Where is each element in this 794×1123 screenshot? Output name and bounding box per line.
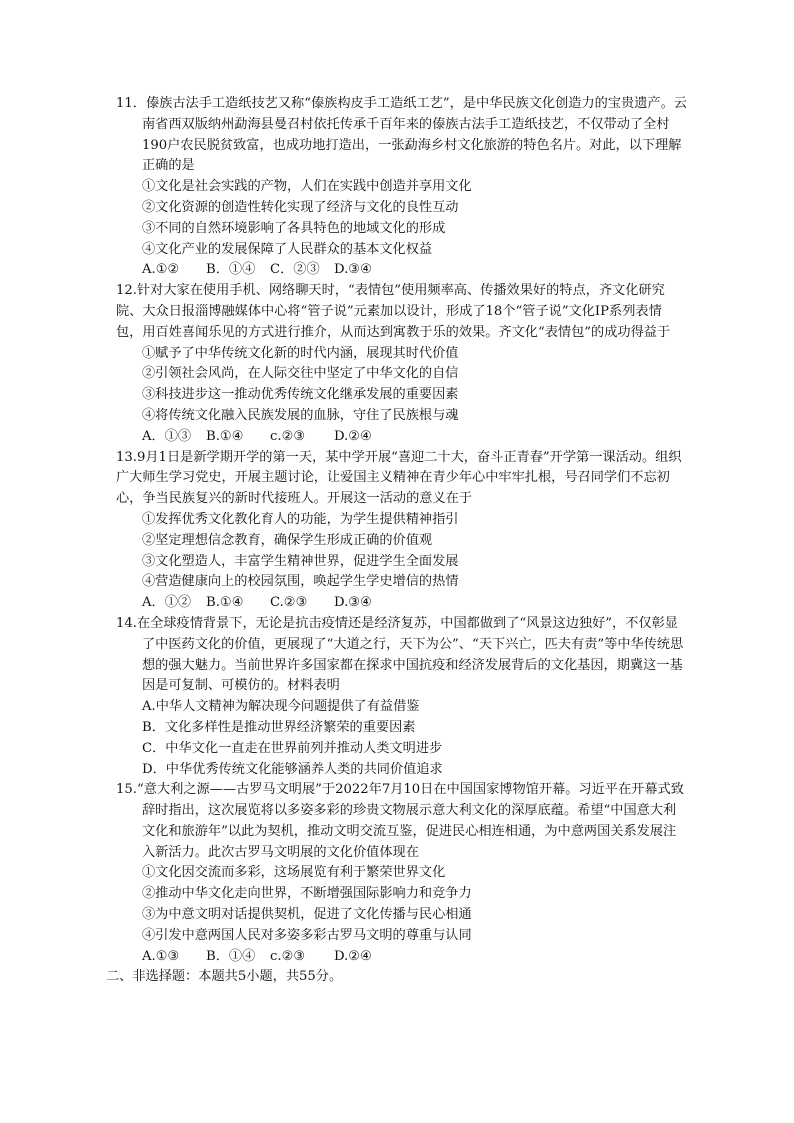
option-1: ①文化是社会实践的产物，人们在实践中创造并享用文化 — [142, 179, 472, 195]
choice-b: B．①④ — [206, 262, 256, 278]
option-2: ②文化资源的创造性转化实现了经济与文化的良性互动 — [142, 199, 459, 215]
answer-choices — [116, 260, 688, 281]
choice-d: D.③④ — [334, 262, 372, 278]
option-1: ①赋予了中华传统文化新的时代内涵，展现其时代价值 — [142, 345, 459, 361]
choice-b: B．①④ — [206, 948, 256, 964]
question-stem: 11．傣族古法手工造纸技艺又称“傣族构皮手工造纸工艺”，是中华民族文化创造力的宝贵遗产。云南省西双版纳州勐海县曼召村依托传承千百年来的傣族古法手工造纸技艺，不仅带动了全村190户农民脱贫致富，也成功地打造出，一张勐海乡村文化旅游的特色名片。对此，以下理解正确的是 — [116, 96, 687, 174]
option-4: ④营造健康向上的校园氛围，唤起学生学史增信的热情 — [142, 574, 459, 590]
choice-a: A．①③ — [142, 428, 192, 444]
question-stem: 14.在全球疫情背景下，无论是抗击疫情还是经济复苏，中国都做到了“风景这边独好”，不仅彰显了中医药文化的价值，更展现了“大道之行，天下为公”、“天下兴亡，匹夫有责”等中华传统思想的强大魅力。当前世界许多国家都在探求中国抗疫和经济发展背后的文化基因，期冀这一基因是可复制、可模仿的。材料表明 — [116, 615, 684, 694]
question-15 — [116, 780, 688, 967]
option-c: C．中华文化一直走在世界前列并推动人类文明进步 — [142, 740, 443, 756]
choice-d: D.③④ — [334, 595, 372, 611]
answer-choices — [116, 427, 688, 448]
answer-choices — [116, 593, 688, 614]
choice-c: C．②③ — [270, 262, 320, 278]
question-stem: 13.9月1日是新学期开学的第一天，某中学开展“喜迎二十大，奋斗正青春”开学第一课活动。组织广大师生学习党史，开展主题讨论，让爱国主义精神在青少年心中牢牢扎根，号召同学们不忘初心，争当民族复兴的新时代接班人。开展这一活动的意义在于 — [116, 449, 682, 507]
option-3: ③为中意文明对话提供契机，促进了文化传播与民心相通 — [142, 907, 472, 923]
option-3: ③文化塑造人，丰富学生精神世界，促进学生全面发展 — [142, 553, 459, 569]
option-b: B．文化多样性是推动世界经济繁荣的重要因素 — [142, 719, 416, 735]
question-11 — [116, 94, 688, 281]
option-2: ②推动中华文化走向世界，不断增强国际影响力和竞争力 — [142, 886, 472, 902]
question-13 — [116, 448, 688, 614]
question-12 — [116, 281, 688, 447]
option-d: D．中华优秀传统文化能够涵养人类的共同价值追求 — [142, 761, 443, 777]
option-4: ④文化产业的发展保障了人民群众的基本文化权益 — [142, 241, 433, 257]
choice-d: D.②④ — [334, 948, 372, 964]
option-3: ③不同的自然环境影响了各具特色的地域文化的形成 — [142, 220, 446, 236]
option-1: ①文化因交流而多彩，这场展览有利于繁荣世界文化 — [142, 865, 446, 881]
option-4: ④引发中意两国人民对多姿多彩古罗马文明的尊重与认同 — [142, 927, 472, 943]
question-list — [106, 94, 688, 988]
section-heading: 二、非选择题：本题共5小题，共55分。 — [106, 969, 343, 985]
choice-c: C.②③ — [270, 595, 308, 611]
choice-b: B.①④ — [206, 595, 244, 611]
choice-c: c.②③ — [270, 428, 306, 444]
option-2: ②坚定理想信念教育，确保学生形成正确的价值观 — [142, 532, 433, 548]
option-4: ④将传统文化融入民族发展的血脉，守住了民族根与魂 — [142, 407, 459, 423]
option-1: ①发挥优秀文化教化育人的功能，为学生提供精神指引 — [142, 511, 459, 527]
option-3: ③科技进步这一推动优秀传统文化继承发展的重要因素 — [142, 387, 459, 403]
choice-d: D.②④ — [334, 428, 372, 444]
question-stem: 12.针对大家在使用手机、网络聊天时，“表情包”使用频率高、传播效果好的特点，齐文化研究院、大众日报淄博融媒体中心将“管子说”元素加以设计，形成了18个“管子说”文化IP系列表情包，用百姓喜闻乐见的方式进行推介，从而达到寓教于乐的效果。齐文化“表情包”的成功得益于 — [116, 283, 671, 340]
option-2: ②引领社会风尚，在人际交往中坚定了中华文化的自信 — [142, 366, 459, 382]
choice-b: B.①④ — [206, 428, 244, 444]
choice-c: c.②③ — [270, 948, 306, 964]
choice-a: A.①③ — [142, 948, 180, 964]
option-a: A.中华人文精神为解决现今问题提供了有益借鉴 — [142, 699, 420, 715]
question-stem: 15.“意大利之源——古罗马文明展”于2022年7月10日在中国国家博物馆开幕。习近平在开幕式致辞时指出，这次展览将以多姿多彩的珍贵文物展示意大利文化的深厚底蕴。希望“中国意大利文化和旅游年”以此为契机，推动文明交流互鉴，促进民心相连相通，为中意两国关系发展注入新活力。此次古罗马文明展的文化价值体现在 — [116, 782, 684, 860]
question-14 — [116, 614, 688, 780]
answer-choices — [116, 947, 688, 968]
choice-a: A．①② — [142, 595, 192, 611]
choice-a: A.①② — [142, 262, 180, 278]
